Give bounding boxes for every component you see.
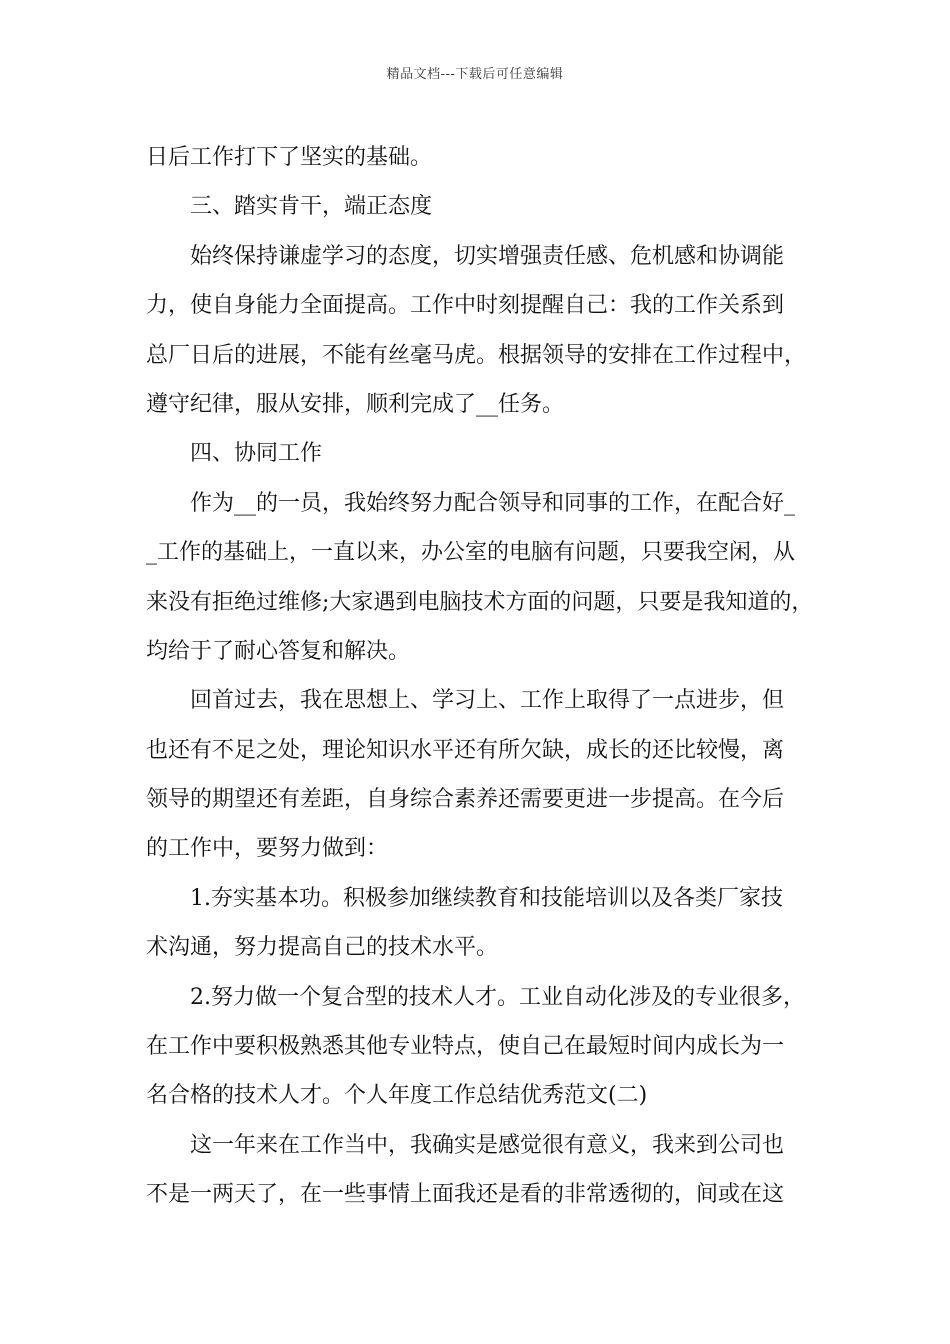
text-line: 不是一两天了，在一些事情上面我还是看的非常透彻的，间或在这 [146, 1182, 785, 1208]
section-heading: 三、踏实肯干，端正态度 [190, 194, 433, 220]
section-heading: 四、协同工作 [190, 441, 323, 467]
text-line: 日后工作打下了坚实的基础。 [146, 145, 433, 170]
text-line: 这一年来在工作当中，我确实是感觉很有意义，我来到公司也 [190, 1132, 785, 1158]
text-line: 领导的期望还有差距，自身综合素养还需要更进一步提高。在今后 [146, 787, 785, 813]
text-line: 始终保持谦虚学习的态度，切实增强责任感、危机感和协调能 [190, 243, 785, 269]
text-line: 总厂日后的进展，不能有丝毫马虎。根据领导的安排在工作过程中， [146, 342, 807, 368]
text-line: 作为__的一员，我始终努力配合领导和同事的工作，在配合好_ [190, 490, 796, 516]
text-line: 的工作中，要努力做到： [146, 836, 389, 862]
text-line: 均给于了耐心答复和解决。 [146, 638, 411, 664]
text-line: 遵守纪律，服从安排，顺利完成了__任务。 [146, 391, 565, 417]
text-line: 名合格的技术人才。个人年度工作总结优秀范文(二) [146, 1083, 648, 1109]
list-item: 2.努力做一个复合型的技术人才。工业自动化涉及的专业很多， [190, 984, 805, 1010]
text-line: 术沟通，努力提高自己的技术水平。 [146, 935, 499, 961]
text-line: _工作的基础上，一直以来，办公室的电脑有问题，只要我空闲，从 [146, 540, 796, 566]
text-line: 力，使自身能力全面提高。工作中时刻提醒自己：我的工作关系到 [146, 293, 785, 319]
text-line: 来没有拒绝过维修;大家遇到电脑技术方面的问题，只要是我知道的， [146, 589, 814, 615]
text-line: 在工作中要积极熟悉其他专业特点，使自己在最短时间内成长为一 [146, 1034, 785, 1060]
list-item: 1.夯实基本功。积极参加继续教育和技能培训以及各类厂家技 [190, 885, 783, 911]
document-body [146, 133, 818, 1220]
text-line: 回首过去，我在思想上、学习上、工作上取得了一点进步，但 [190, 688, 785, 714]
page-header: 精品文档---下载后可任意编辑 [386, 67, 564, 82]
text-line: 也还有不足之处，理论知识水平还有所欠缺，成长的还比较慢，离 [146, 737, 785, 763]
